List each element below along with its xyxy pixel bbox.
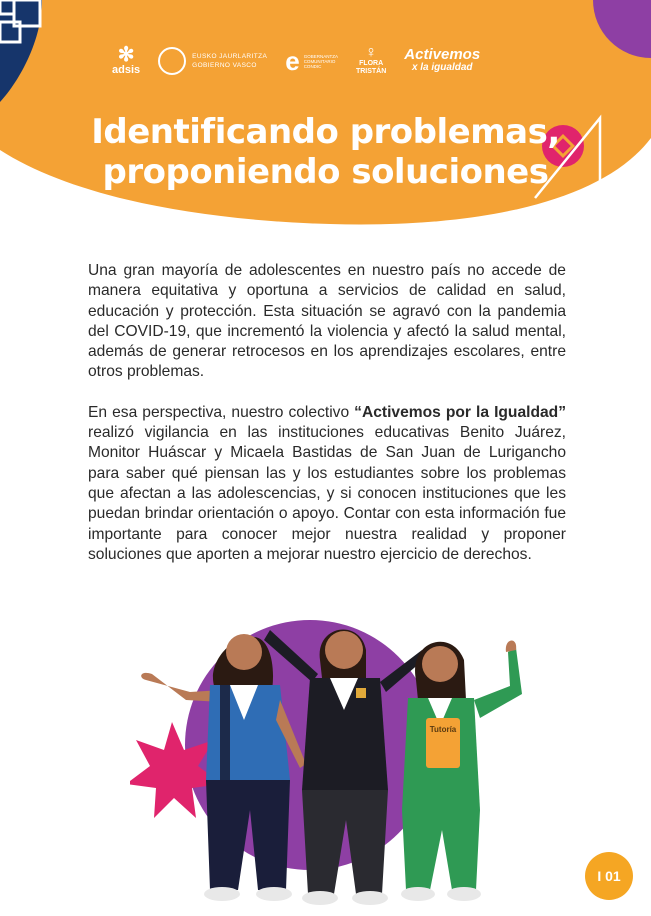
- e-line3: CONDIC: [303, 63, 322, 69]
- activemos-line1: Activemos: [404, 46, 481, 63]
- e-mark-icon: e: [285, 46, 300, 76]
- flora-mark-icon: ♀: [365, 44, 378, 61]
- activemos-line2: x la igualdad: [411, 62, 473, 73]
- paragraph-2-end: realizó vigilancia en las instituciones educativas Benito Juárez, Monitor Huáscar y Micaela Bastidas de San Juan de Lurigancho para saber qué piensan las y los estudiantes sobre los problemas que afectan a las adolescencias, y si conocen instituciones que les puedan brindar orientación o apoyo. Contar con esta información fue importante para conocer mejor nuestra realidad y proponer soluciones que aporten a mejorar nuestro ejercicio de derechos.: [88, 424, 566, 563]
- e-line2: COMUNITARIO: [303, 58, 336, 64]
- adsis-logo: [112, 46, 140, 76]
- adsis-logo-text: adsis: [112, 64, 141, 76]
- students-illustration: [130, 590, 550, 916]
- collective-name: “Activemos por la Igualdad”: [354, 403, 566, 421]
- flora-line1: FLORA: [359, 60, 384, 67]
- paragraph-2: [88, 403, 566, 565]
- student-right: [401, 640, 522, 901]
- page-number-badge: [585, 852, 633, 900]
- partner-logos: [112, 38, 542, 84]
- flora-tristan-logo: [356, 46, 386, 76]
- paragraph-1: Una gran mayoría de adolescentes en nuestro país no accede de manera equitativa y oportuna a servicios de calidad en salud, educación y protección. Esta situación se agravó con la pandemia del COVID-19, que incrementó la violencia y afectó la salud mental, además de generar retrocesos en los aprendizajes escolares, entre otros problemas.: [88, 262, 566, 381]
- activemos-logo: [404, 48, 480, 74]
- title-line1: Identificando problemas,: [91, 112, 560, 152]
- page-number: I 01: [597, 868, 621, 884]
- flora-line2: TRISTÁN: [355, 68, 387, 75]
- eusko-line1: EUSKO JAURLARITZA: [192, 53, 268, 60]
- seal-icon: [158, 47, 186, 75]
- eusko-line2: GOBIERNO VASCO: [192, 62, 257, 69]
- book-label: Tutoría: [429, 725, 457, 734]
- body-text: [88, 261, 566, 585]
- adsis-mark-icon: ✻: [117, 44, 135, 66]
- title-line2: proponiendo soluciones: [102, 152, 549, 192]
- paragraph-2-start: En esa perspectiva, nuestro colectivo: [88, 403, 355, 421]
- e-line1: GOBERNANTZA: [303, 53, 338, 59]
- e-logo: [285, 48, 338, 74]
- eusko-jaurlaritza-logo: [158, 47, 267, 75]
- header-banner: [0, 0, 651, 240]
- page-title: [0, 112, 651, 192]
